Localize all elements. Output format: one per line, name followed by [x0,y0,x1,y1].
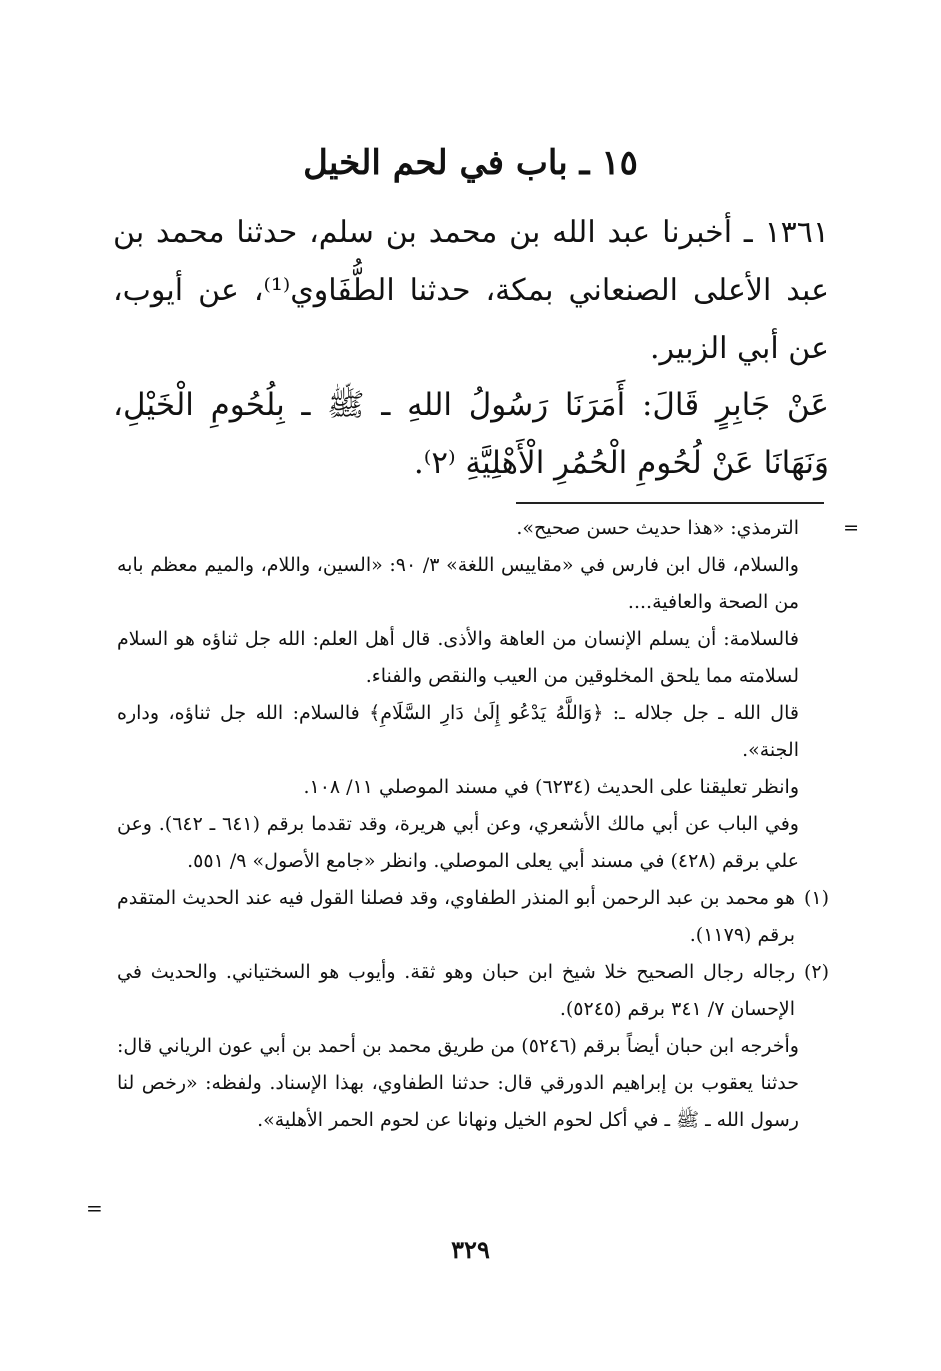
page-number: ٣٢٩ [451,1235,490,1264]
footnotes-section [117,510,859,1139]
footnote-divider [516,502,824,504]
matn-paragraph: عَنْ جَابِرٍ قَالَ: أَمَرَنَا رَسُولُ اللهِ ـ ﷺ ـ بِلُحُومِ الْخَيْلِ، وَنَهَانَا عَنْ لُحُومِ الْحُمُرِ الْأَهْلِيَّةِ ⁽٢⁾. [113,387,829,481]
hadith-isnad [113,204,829,378]
footnote-2-text: رجاله رجال الصحيح خلا شيخ ابن حبان وهو ثقة. وأيوب هو السختياني. والحديث في الإحسان ٧/ ٣٤١ برقم (٥٢٤٥). [117,961,795,1020]
footnote-1-text: هو محمد بن عبد الرحمن أبو المنذر الطفاوي، وقد فصلنا القول فيه عند الحديث المتقدم برقم (١١٧٩). [117,887,795,946]
footnote-paragraph: وفي الباب عن أبي مالك الأشعري، وعن أبي هريرة، وقد تقدما برقم (٦٤١ ـ ٦٤٢). وعن علي برقم (٤٢٨) في مسند أبي يعلى الموصلي. وانظر «جامع الأصول» ٩/ ٥٥١. [117,813,799,872]
footnote-paragraph: وانظر تعليقنا على الحديث (٦٢٣٤) في مسند الموصلي ١١/ ١٠٨. [303,776,799,798]
footnote-paragraph: فالسلامة: أن يسلم الإنسان من العاهة والأذى. قال أهل العلم: الله جل ثناؤه هو السلام لسلامته مما يلحق المخلوقين من العيب والنقص والفناء. [117,628,799,687]
chapter-title: ١٥ ـ باب في لحم الخيل [303,143,638,183]
hadith-matn [113,376,829,492]
footnote-1-marker: (١) [803,887,829,909]
footnote-2-continued: وأخرجه ابن حبان أيضاً برقم (٥٢٤٦) من طريق محمد بن أحمد بن أبي عون الرياني قال: حدثنا يعقوب بن إبراهيم الدورقي قال: حدثنا الطفاوي، بهذا الإسناد. ولفظه: «رخص لنا رسول الله ـ ﷺ ـ في أكل لحوم الخيل ونهانا عن لحوم الحمر الأهلية». [117,1035,799,1131]
footnote-continuation-line [117,510,859,547]
footnote-1 [117,880,829,954]
continuation-side-marker: = [86,1196,103,1220]
isnad-paragraph: ١٣٦١ ـ أخبرنا عبد الله بن محمد بن سلم، حدثنا محمد بن عبد الأعلى الصنعاني بمكة، حدثنا الطُّفَاوي⁽¹⁾، عن أيوب، عن أبي الزبير. [113,215,830,366]
footnote-2-marker: (٢) [803,961,829,983]
footnote-paragraph: قال الله ـ جل جلاله ـ: ﴿وَاللَّهُ يَدْعُو إِلَىٰ دَارِ السَّلَامِ﴾ فالسلام: الله جل ثناؤه، وداره الجنة». [117,702,799,761]
continuation-marker: = [843,517,859,539]
footnote-2 [117,954,829,1028]
footnote-text: الترمذي: «هذا حديث حسن صحيح». [516,517,799,539]
footnote-paragraph: والسلام، قال ابن فارس في «مقاييس اللغة» ٣/ ٩٠: «السين، واللام، والميم معظم بابه من الصحة والعافية.... [117,554,799,613]
